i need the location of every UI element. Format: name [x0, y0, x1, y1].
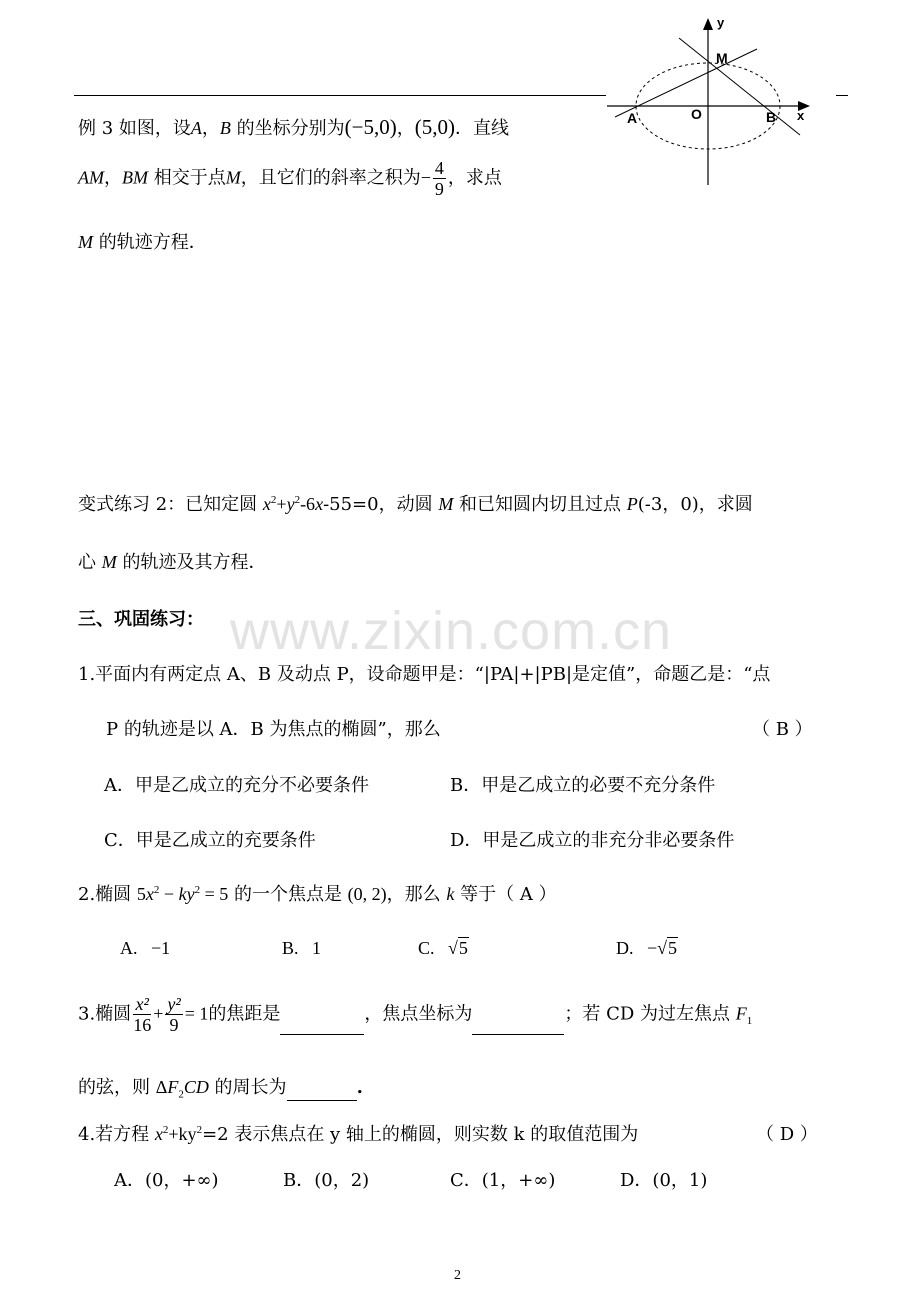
focus-f: F — [735, 1003, 747, 1024]
plus: + — [276, 494, 287, 514]
text: ，求点 — [447, 167, 502, 189]
fraction-y2-9 — [165, 994, 182, 1035]
q1-option-d: D．甲是乙成立的非充分非必要条件 — [450, 830, 735, 851]
point-a: A — [190, 118, 202, 138]
ellipse-figure — [605, 5, 845, 195]
text: 和已知圆内切且过点 — [453, 494, 627, 515]
q4-line1 — [78, 1120, 638, 1146]
focus-point: (0, 2) — [347, 884, 387, 904]
point-m: M — [225, 167, 241, 188]
text: 的焦距是 — [208, 1003, 281, 1025]
q2-option-a — [120, 938, 170, 959]
example3-line3 — [78, 228, 207, 254]
q4-option-b: B．(0，2) — [283, 1170, 370, 1191]
circle-m: M — [101, 552, 117, 572]
label-o: O — [691, 106, 702, 122]
var-x: x — [315, 494, 324, 514]
example3-line1 — [78, 114, 509, 140]
label-m: M — [716, 50, 728, 66]
minus: − — [159, 884, 179, 904]
answer-blank-perimeter[interactable] — [287, 1100, 357, 1101]
subscript: 1 — [746, 1015, 753, 1028]
q2-option-b — [282, 938, 321, 959]
q3-line2 — [78, 1073, 363, 1101]
text: ， — [201, 118, 220, 139]
line-am-label: AM — [78, 167, 104, 188]
var-x: x — [262, 494, 271, 514]
label-b: B — [766, 109, 777, 125]
variant2-line1 — [78, 490, 753, 516]
q1-option-a: A．甲是乙成立的充分不必要条件 — [104, 775, 369, 796]
text: 例 3 如图，设 — [78, 118, 191, 139]
exp: 2 — [270, 494, 277, 506]
q2-line1 — [78, 880, 557, 906]
var-y: y — [186, 884, 195, 904]
point-b: B — [219, 118, 231, 138]
q2-option-c: C. √5 — [418, 938, 468, 958]
text: -6 — [300, 494, 316, 514]
q2-option-d: D. −√5 — [616, 938, 678, 958]
value: −1 — [151, 938, 171, 958]
focus-f: F — [167, 1077, 179, 1097]
frac-denominator: 16 — [133, 1015, 152, 1035]
circle-m: M — [438, 494, 454, 514]
text: ，焦点坐标为 — [364, 1003, 473, 1025]
rhs: = 5 — [200, 884, 229, 904]
q1-option-c: C．甲是乙成立的充要条件 — [104, 830, 316, 851]
exp: 2 — [194, 884, 201, 896]
frac-numerator: 4 — [434, 158, 444, 178]
coef: 5 — [136, 884, 146, 904]
exp: 2 — [294, 494, 301, 506]
section-title: 三、巩固练习： — [78, 609, 204, 630]
exp: 2 — [196, 1124, 203, 1136]
text: 变式练习 2：已知定圆 — [78, 494, 263, 515]
q4-answer: （ D ） — [756, 1124, 818, 1145]
var-y: y — [286, 494, 295, 514]
label-a: A — [627, 110, 638, 126]
q1-option-b: B．甲是乙成立的必要不充分条件 — [450, 775, 716, 796]
text: 的轨迹方程． — [93, 232, 207, 253]
point-p: P — [626, 494, 638, 514]
q1-line2: P 的轨迹是以 A．B 为焦点的椭圆”，那么 — [106, 719, 441, 740]
radicand: 5 — [668, 938, 678, 958]
text: 的周长为 — [208, 1077, 287, 1098]
text: (-3，0)，求圆 — [637, 494, 753, 515]
label-y: y — [717, 15, 725, 30]
text: 3.椭圆 — [78, 1003, 132, 1025]
example3-line2 — [78, 158, 502, 199]
answer-blank-focus-coords[interactable] — [472, 1034, 564, 1035]
point-m: M — [78, 232, 93, 252]
text: 相交于点 — [148, 167, 226, 189]
period: . — [356, 1077, 363, 1098]
label: D. — [616, 938, 634, 958]
minus: − — [647, 938, 658, 958]
q3-line1 — [78, 994, 752, 1035]
minus-sign: − — [420, 167, 431, 188]
q4-option-c: C．(1，+∞) — [450, 1170, 556, 1191]
text: ， — [396, 118, 415, 139]
radicand: 5 — [458, 938, 468, 958]
text: 2.椭圆 — [78, 884, 137, 905]
subscript: 2 — [178, 1088, 184, 1101]
label: B. — [282, 938, 299, 958]
text: ．直线 — [454, 118, 509, 139]
watermark: www.zixin.com.cn — [230, 601, 673, 661]
variant2-line2 — [78, 548, 266, 574]
exp: 2 — [153, 884, 160, 896]
text: 的弦，则 — [78, 1077, 156, 1098]
frac-numerator: y² — [167, 994, 181, 1014]
rhs: = 1 — [184, 1003, 209, 1024]
label-x: x — [797, 108, 805, 123]
text: 等于（ A ） — [454, 884, 557, 905]
answer-blank-focal-length[interactable] — [280, 1034, 364, 1035]
frac-numerator: x² — [133, 994, 151, 1015]
q1-line1: 1.平面内有两定点 A、B 及动点 P，设命题甲是：“|PA|+|PB|是定值”，命题乙是：“点 — [78, 664, 771, 685]
triangle-symbol: Δ — [155, 1077, 168, 1097]
line-bm-label: BM — [122, 167, 148, 188]
fraction-4-9 — [433, 158, 446, 199]
text: 的坐标分别为 — [230, 118, 345, 139]
header-rule — [74, 95, 606, 96]
chord-cd: CD — [183, 1077, 209, 1097]
q4-option-d: D．(0，1) — [620, 1170, 708, 1191]
var-x: x — [154, 1124, 163, 1144]
coord-b: (5,0) — [414, 115, 455, 139]
frac-denominator: 9 — [169, 1015, 179, 1035]
y-axis-arrow — [703, 18, 713, 30]
text: 心 — [78, 552, 102, 573]
label: C. — [418, 938, 435, 958]
text: ， — [104, 167, 122, 189]
value: 1 — [312, 938, 322, 958]
q1-answer: （ B ） — [752, 719, 813, 740]
text: 的轨迹及其方程． — [116, 552, 267, 573]
text: 4.若方程 — [78, 1124, 155, 1145]
exp: 2 — [162, 1124, 169, 1136]
text: ；若 CD 为过左焦点 — [564, 1003, 736, 1025]
plus: + — [153, 1003, 164, 1024]
label: A. — [120, 938, 138, 958]
frac-denominator: 9 — [434, 179, 444, 199]
fraction-x2-16 — [133, 994, 151, 1035]
text: =2 表示焦点在 y 轴上的椭圆，则实数 k 的取值范围为 — [202, 1124, 639, 1145]
q4-option-a: A．(0，+∞) — [114, 1170, 219, 1191]
var-k: k — [178, 884, 187, 904]
coord-a: (−5,0) — [344, 115, 397, 139]
page-number: 2 — [454, 1268, 461, 1283]
text: 的一个焦点是 — [228, 884, 348, 905]
var-x: x — [145, 884, 154, 904]
text: ，那么 — [386, 884, 447, 905]
text: +ky — [168, 1124, 197, 1144]
text: -55=0，动圆 — [323, 494, 439, 515]
text: ，且它们的斜率之积为 — [240, 167, 421, 189]
var-k: k — [446, 884, 455, 904]
